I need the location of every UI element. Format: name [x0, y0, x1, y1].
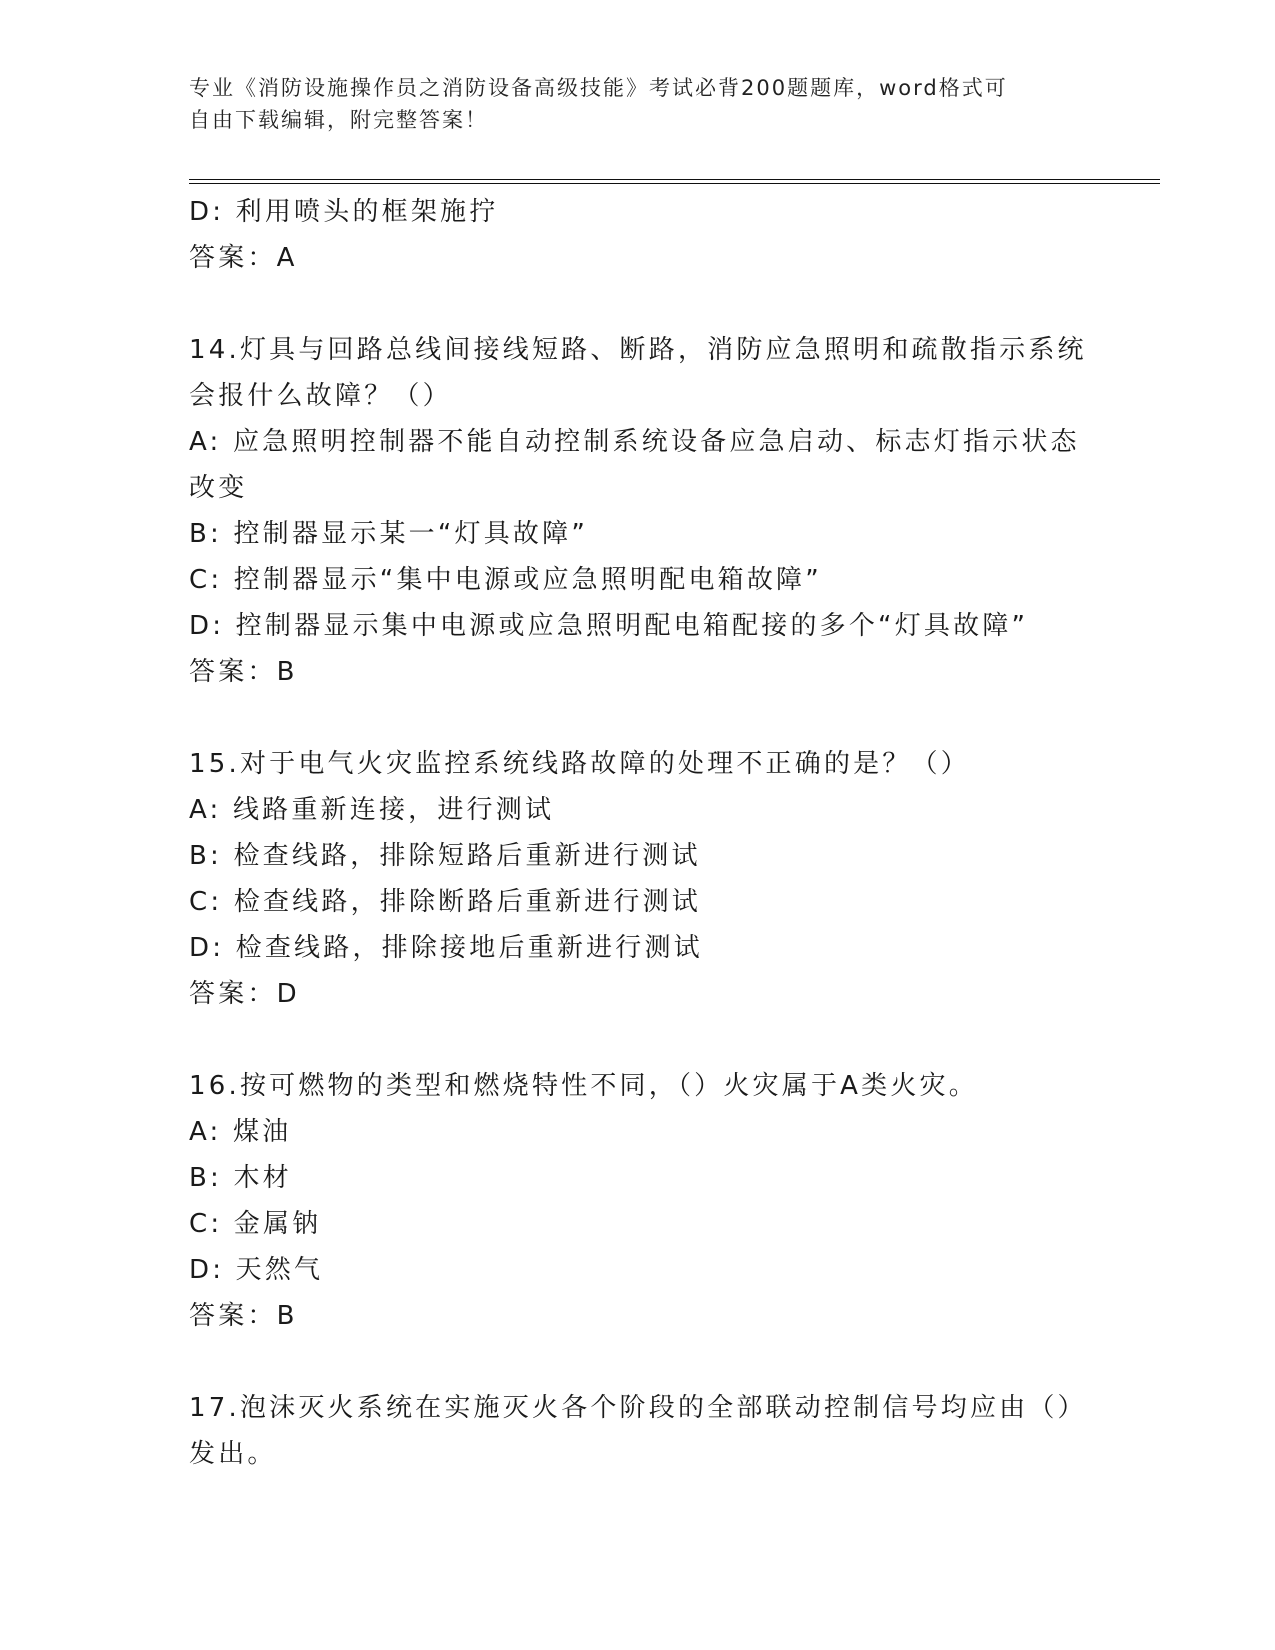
question-13-tail [189, 189, 1089, 281]
header-divider-bottom [189, 183, 1160, 184]
option-d: D: 利用喷头的框架施拧 [189, 197, 499, 227]
question-stem: 15.对于电气火灾监控系统线路故障的处理不正确的是？（） [189, 749, 970, 779]
option-a: A: 线路重新连接，进行测试 [189, 795, 555, 825]
question-stem-continued: 发出。 [189, 1439, 277, 1469]
option-b: B: 检查线路，排除短路后重新进行测试 [189, 841, 701, 871]
option-c: C: 金属钠 [189, 1209, 322, 1239]
option-d: D: 控制器显示集中电源或应急照明配电箱配接的多个“灯具故障” [189, 611, 1029, 641]
question-stem-continued: 会报什么故障？（） [189, 381, 452, 411]
answer-line: 答案：D [189, 979, 300, 1009]
answer-line: 答案：A [189, 243, 298, 273]
answer-line: 答案：B [189, 1301, 298, 1331]
question-14 [189, 327, 1089, 695]
option-c: C: 检查线路，排除断路后重新进行测试 [189, 887, 701, 917]
option-d: D: 天然气 [189, 1255, 324, 1285]
header-divider-top [189, 179, 1160, 180]
question-stem: 17.泡沫灭火系统在实施灭火各个阶段的全部联动控制信号均应由（） [189, 1393, 1087, 1423]
header-line-2: 自由下载编辑，附完整答案！ [189, 108, 488, 132]
question-16 [189, 1063, 1089, 1339]
option-c: C: 控制器显示“集中电源或应急照明配电箱故障” [189, 565, 822, 595]
option-d: D: 检查线路，排除接地后重新进行测试 [189, 933, 703, 963]
option-b: B: 木材 [189, 1163, 292, 1193]
question-stem: 14.灯具与回路总线间接线短路、断路，消防应急照明和疏散指示系统 [189, 335, 1087, 365]
option-a: A: 煤油 [189, 1117, 292, 1147]
question-content [189, 189, 1089, 1477]
option-a-continued: 改变 [189, 473, 248, 503]
option-b: B: 控制器显示某一“灯具故障” [189, 519, 589, 549]
option-a: A: 应急照明控制器不能自动控制系统设备应急启动、标志灯指示状态 [189, 427, 1080, 457]
answer-line: 答案：B [189, 657, 298, 687]
document-header [189, 72, 1089, 136]
question-17 [189, 1385, 1089, 1477]
header-line-1: 专业《消防设施操作员之消防设备高级技能》考试必背200题题库，word格式可 [189, 76, 1008, 100]
question-stem: 16.按可燃物的类型和燃烧特性不同，（）火灾属于A类火灾。 [189, 1071, 978, 1101]
question-15 [189, 741, 1089, 1017]
